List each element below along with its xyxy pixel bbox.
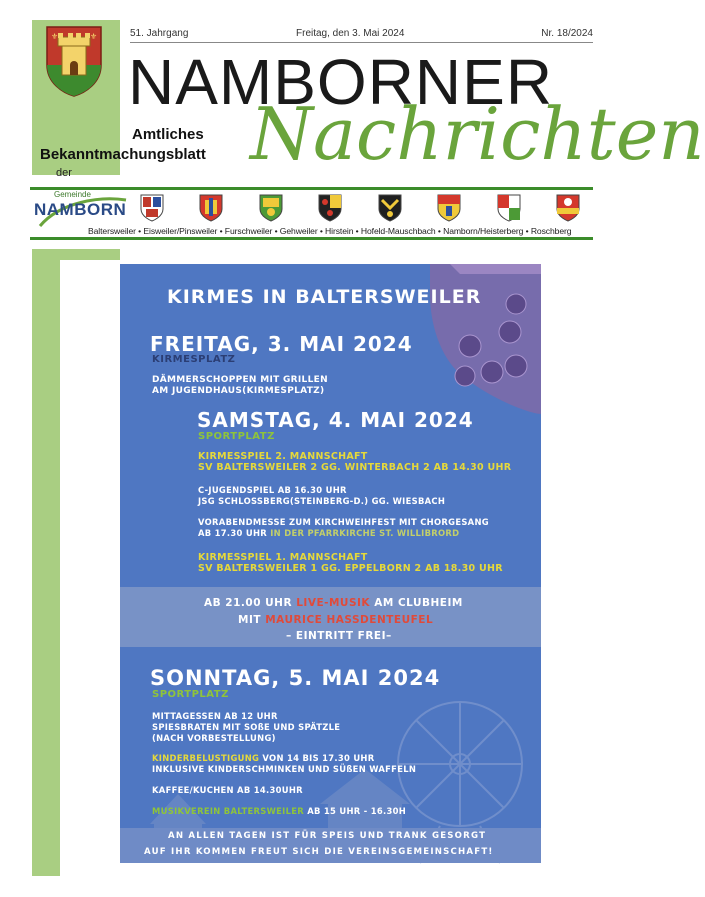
saturday-location: SPORTPLATZ — [198, 431, 275, 442]
masthead-title: NAMBORNER — [128, 46, 554, 118]
namborn-arms-icon — [497, 194, 521, 222]
friday-line-1: DÄMMERSCHOPPEN MIT GRILLEN — [152, 375, 328, 385]
sunday-coffee: KAFFEE/KUCHEN AB 14.30UHR — [152, 785, 303, 795]
furschweiler-arms-icon — [259, 194, 283, 222]
sunday-lunch-line-2: SPIESBRATEN MIT SOßE UND SPÄTZLE — [152, 722, 341, 732]
sunday-heading: SONNTAG, 5. MAI 2024 — [150, 666, 441, 690]
saturday-game2-line-2: SV BALTERSWEILER 1 GG. EPPELBORN 2 AB 18.30 UHR — [198, 563, 503, 574]
poster-title: KIRMES IN BALTERSWEILER — [167, 286, 482, 308]
village-arms-row — [140, 194, 580, 222]
band-artist: MAURICE HASSDENTEUFEL — [265, 614, 434, 626]
issue-number: Nr. 18/2024 — [541, 28, 593, 39]
sunday-kids-label: KINDERBELUSTIGUNG — [152, 753, 260, 763]
gehweiler-arms-icon — [318, 194, 342, 222]
poster-footer-line-2: AUF IHR KOMMEN FREUT SICH DIE VEREINSGEMEINSCHAFT! — [144, 847, 494, 857]
saturday-game2-line-1: KIRMESSPIEL 1. MANNSCHAFT — [198, 552, 368, 563]
friday-heading: FREITAG, 3. MAI 2024 — [150, 332, 413, 356]
saturday-youth-line-2: JSG SCHLOSSBERG(STEINBERG-D.) GG. WIESBACH — [198, 496, 446, 506]
subtitle-line-3: der — [56, 167, 72, 179]
kirmes-poster — [120, 264, 541, 863]
municipal-crest-icon — [45, 25, 103, 97]
band-time: AB 21.00 UHR — [204, 597, 293, 609]
saturday-mass-place: IN DER PFARRKIRCHE ST. WILLIBRORD — [270, 528, 460, 538]
logo-small-text: Gemeinde — [54, 190, 91, 199]
issue-label: 51. Jahrgang — [130, 28, 189, 39]
green-divider-bottom — [30, 237, 593, 240]
sunday-kids-line-1 — [152, 754, 374, 762]
svg-text:⚜: ⚜ — [90, 32, 98, 41]
eisweiler-arms-icon — [199, 194, 223, 222]
saturday-game1-line-1: KIRMESSPIEL 2. MANNSCHAFT — [198, 451, 368, 462]
poster-footer-line-1: AN ALLEN TAGEN IST FÜR SPEIS UND TRANK GESORGT — [168, 831, 487, 841]
namborn-logo — [30, 190, 130, 230]
friday-location: KIRMESPLATZ — [152, 354, 236, 365]
header-divider — [130, 42, 593, 43]
band-line-3: – EINTRITT FREI– — [286, 630, 392, 642]
saturday-youth-line-1: C-JUGENDSPIEL AB 16.30 UHR — [198, 485, 347, 495]
subtitle-line-2: Bekanntmachungsblatt — [40, 146, 206, 163]
masthead-script-title: Nachrichten — [250, 92, 705, 176]
sunday-lunch-line-3: (NACH VORBESTELLUNG) — [152, 733, 276, 743]
sunday-kids-line-2: INKLUSIVE KINDERSCHMINKEN UND SÜßEN WAFFELN — [152, 764, 417, 774]
roschberg-arms-icon — [556, 194, 580, 222]
saturday-game1-line-2: SV BALTERSWEILER 2 GG. WINTERBACH 2 AB 14.30 UHR — [198, 462, 512, 473]
band-line-2 — [238, 615, 433, 626]
band-with: MIT — [238, 614, 262, 626]
band-live-music: LIVE-MUSIK — [296, 597, 371, 609]
sunday-location: SPORTPLATZ — [152, 689, 229, 700]
villages-list: Baltersweiler • Eisweiler/Pinsweiler • Furschweiler • Gehweiler • Hirstein • Hofeld-Mauschbach • Namborn/Heisterberg • Roschberg — [88, 226, 572, 236]
svg-text:⚜: ⚜ — [51, 32, 59, 41]
date-label: Freitag, den 3. Mai 2024 — [296, 28, 405, 39]
hirstein-arms-icon — [378, 194, 402, 222]
logo-name-text: NAMBORN — [34, 200, 127, 219]
sunday-lunch-line-1: MITTAGESSEN AB 12 UHR — [152, 711, 278, 721]
sunday-music-time: AB 15 UHR - 16.30H — [307, 806, 407, 816]
hofeld-arms-icon — [437, 194, 461, 222]
sunday-music — [152, 807, 406, 815]
saturday-mass-line-2 — [198, 529, 459, 537]
subtitle-line-1: Amtliches — [132, 126, 204, 143]
friday-line-2: AM JUGENDHAUS(KIRMESPLATZ) — [152, 386, 325, 396]
saturday-heading: SAMSTAG, 4. MAI 2024 — [197, 408, 474, 432]
sunday-kids-time: VON 14 BIS 17.30 UHR — [262, 753, 375, 763]
band-line-1 — [204, 598, 463, 609]
left-frame-bar — [32, 249, 60, 876]
top-frame-bar — [60, 249, 120, 260]
saturday-mass-time: AB 17.30 UHR — [198, 528, 268, 538]
band-location: AM CLUBHEIM — [374, 597, 463, 609]
baltersweiler-arms-icon — [140, 194, 164, 222]
sunday-music-band: MUSIKVEREIN BALTERSWEILER — [152, 806, 304, 816]
saturday-mass-line-1: VORABENDMESSE ZUM KIRCHWEIHFEST MIT CHORGESANG — [198, 517, 489, 527]
